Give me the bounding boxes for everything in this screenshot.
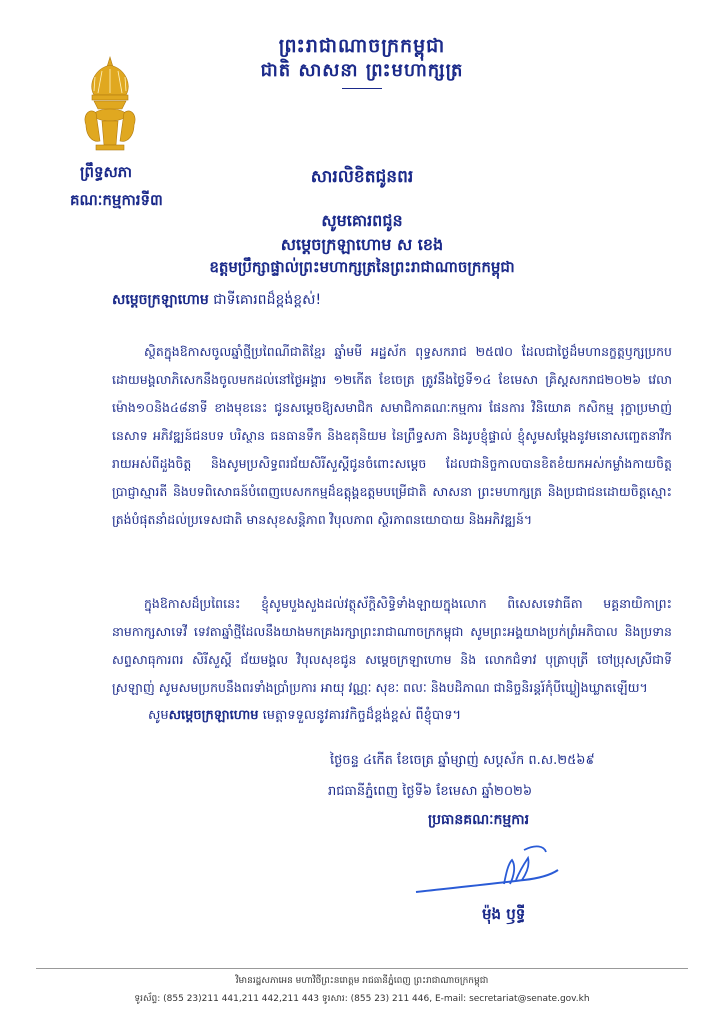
footer-contact: ទូរស័ព្ទ: (855 23)211 441,211 442,211 443 ទូរសារ: (855 23) 211 446, E-mail: secretariat@senate.gov.kh <box>134 994 590 1004</box>
kingdom-header: ព្រះរាជាណាចក្រកម្ពុជា <box>278 35 446 57</box>
footer-address: វិមានរដ្ឋសភាអេន មហាវិថីព្រះនរោត្តម រាជធានីភ្នំពេញ ព្រះរាជាណាចក្រកម្ពុជា <box>235 976 489 986</box>
handwritten-signature <box>412 840 562 905</box>
closing-line <box>148 707 461 726</box>
greeting <box>112 290 321 311</box>
body-paragraph-1: ស្ថិតក្នុងឱកាសចូលឆ្នាំថ្មីប្រពៃណីជាតិខ្មែរ ឆ្នាំមមី អដ្ឋស័ក ពុទ្ធសករាជ ២៥៧០ ដែលជាថ្ងៃដ៏មហានក្ខត្តឫក្សប្រកបដោយមង្គលាភិសេកនឹងចូលមកដល់នៅថ្ងៃអង្គារ ១២កើត ខែចេត្រ ត្រូវនឹងថ្ងៃទី១៤ ខែមេសា គ្រិស្តសករាជ២០២៦ វេលាម៉ោង១០និង៤៨នាទី ខាងមុខនេះ ជូនសម្ដេចឱ្យសមាជិក សមាជិកាគណៈកម្មការ ផែនការ វិនិយោគ កសិកម្ម រុក្ខាប្រមាញ់នេសាទ អភិវឌ្ឍន៍ជនបទ បរិស្ថាន ធនធានទឹក និងឧតុនិយម នៃព្រឹទ្ធសភា និងរូបខ្ញុំផ្ទាល់ ខ្ញុំសូមសម្ដែងនូវមនោសញ្ចេតនាវីករាយអស់ពីដួងចិត្ត និងសូមប្រសិទ្ធពរជ័យសិរីសួស្ដីជូនចំពោះសម្ដេច ដែលជានិច្ចកាលបានខិតខំយកអស់កម្លាំងកាយចិត្ត ប្រាជ្ញាស្មារតី និងបទពិសោធន៍បំពេញបេសកកម្មដ៏ឧត្តុង្គឧត្តមបម្រើជាតិ សាសនា ព្រះមហាក្សត្រ និងប្រជាជនដោយចិត្តស្មោះត្រង់បំផុតនាំដល់ប្រទេសជាតិ មានសុខសន្តិភាព វិបុលភាព ស្ថិរភាពនយោបាយ និងអភិវឌ្ឍន៍។ <box>112 344 672 527</box>
signer-title: ប្រធានគណៈកម្មការ <box>428 812 530 828</box>
signer-name: ម៉ុង ឫទ្ធី <box>482 905 526 923</box>
motto-header: ជាតិ សាសនា ព្រះមហាក្សត្រ <box>260 60 464 81</box>
greeting-rest: ជាទីគោរពដ៏ខ្ពង់ខ្ពស់! <box>208 292 322 308</box>
closing-name: សម្តេចក្រឡាហោម <box>168 708 259 723</box>
senate-emblem-icon <box>80 55 140 153</box>
lunar-date: ថ្ងៃចន្ទ ៤កើត ខែចេត្រ ឆ្នាំម្សាញ់ សប្តស័ក ព.ស.២៥៦៩ <box>330 753 595 768</box>
greeting-name: សម្តេចក្រឡាហោម <box>112 292 209 308</box>
recipient-title: ឧត្តមប្រឹក្សាផ្ទាល់ព្រះមហាក្សត្រនៃព្រះរាជាណាចក្រកម្ពុជា <box>209 258 515 276</box>
commission-name: គណៈកម្មការទី៣ <box>70 191 163 209</box>
recipient-name: សម្តេចក្រឡាហោម ស ខេង <box>280 235 444 254</box>
salutation: សូមគោរពជូន <box>321 211 403 230</box>
closing-rest: មេត្តាទទួលនូវគារវកិច្ចដ៏ខ្ពង់ខ្ពស់ ពីខ្ញុំបាទ។ <box>258 708 462 723</box>
org-name: ព្រឹទ្ធសភា <box>80 163 133 181</box>
header-ornament <box>342 88 382 91</box>
footer-divider <box>36 968 688 969</box>
body-paragraph-2: ក្នុងឱកាសដ៏ប្រពៃនេះ ខ្ញុំសូមបួងសួងដល់វត្ថុស័ក្តិសិទ្ធិទាំងឡាយក្នុងលោក ពិសេសទេវាធីតា មគ្គនាយិកាព្រះនាមកាក្សសាទេវី ទេវតាឆ្នាំថ្មីដែលនឹងយាងមកគ្រងរក្សាព្រះរាជាណាចក្រកម្ពុជា សូមព្រះអង្គយាងប្រក់ព្រំអភិបាល និងប្រទានសព្ទសាធុការពរ សិរីសួស្ដី ជ័យមង្គល វិបុលសុខជូន សម្ដេចក្រឡាហោម និង លោកជំទាវ បុត្រាបុត្រី ចៅប្រុសស្រីជាទីស្រឡាញ់ សូមសមប្រកបនឹងពរទាំងប្រាំប្រការ អាយុ វណ្ណៈ សុខៈ ពលៈ និងបដិភាណ ជានិច្ចនិរន្តរ៍កុំបីឃ្លៀងឃ្លាតឡើយ។ <box>112 596 672 695</box>
closing-pre: សូម <box>148 708 169 723</box>
solar-date: រាជធានីភ្នំពេញ ថ្ងៃទី៦ ខែមេសា ឆ្នាំ២០២៦ <box>328 784 533 799</box>
document-type: សារលិខិតជូនពរ <box>310 167 414 187</box>
